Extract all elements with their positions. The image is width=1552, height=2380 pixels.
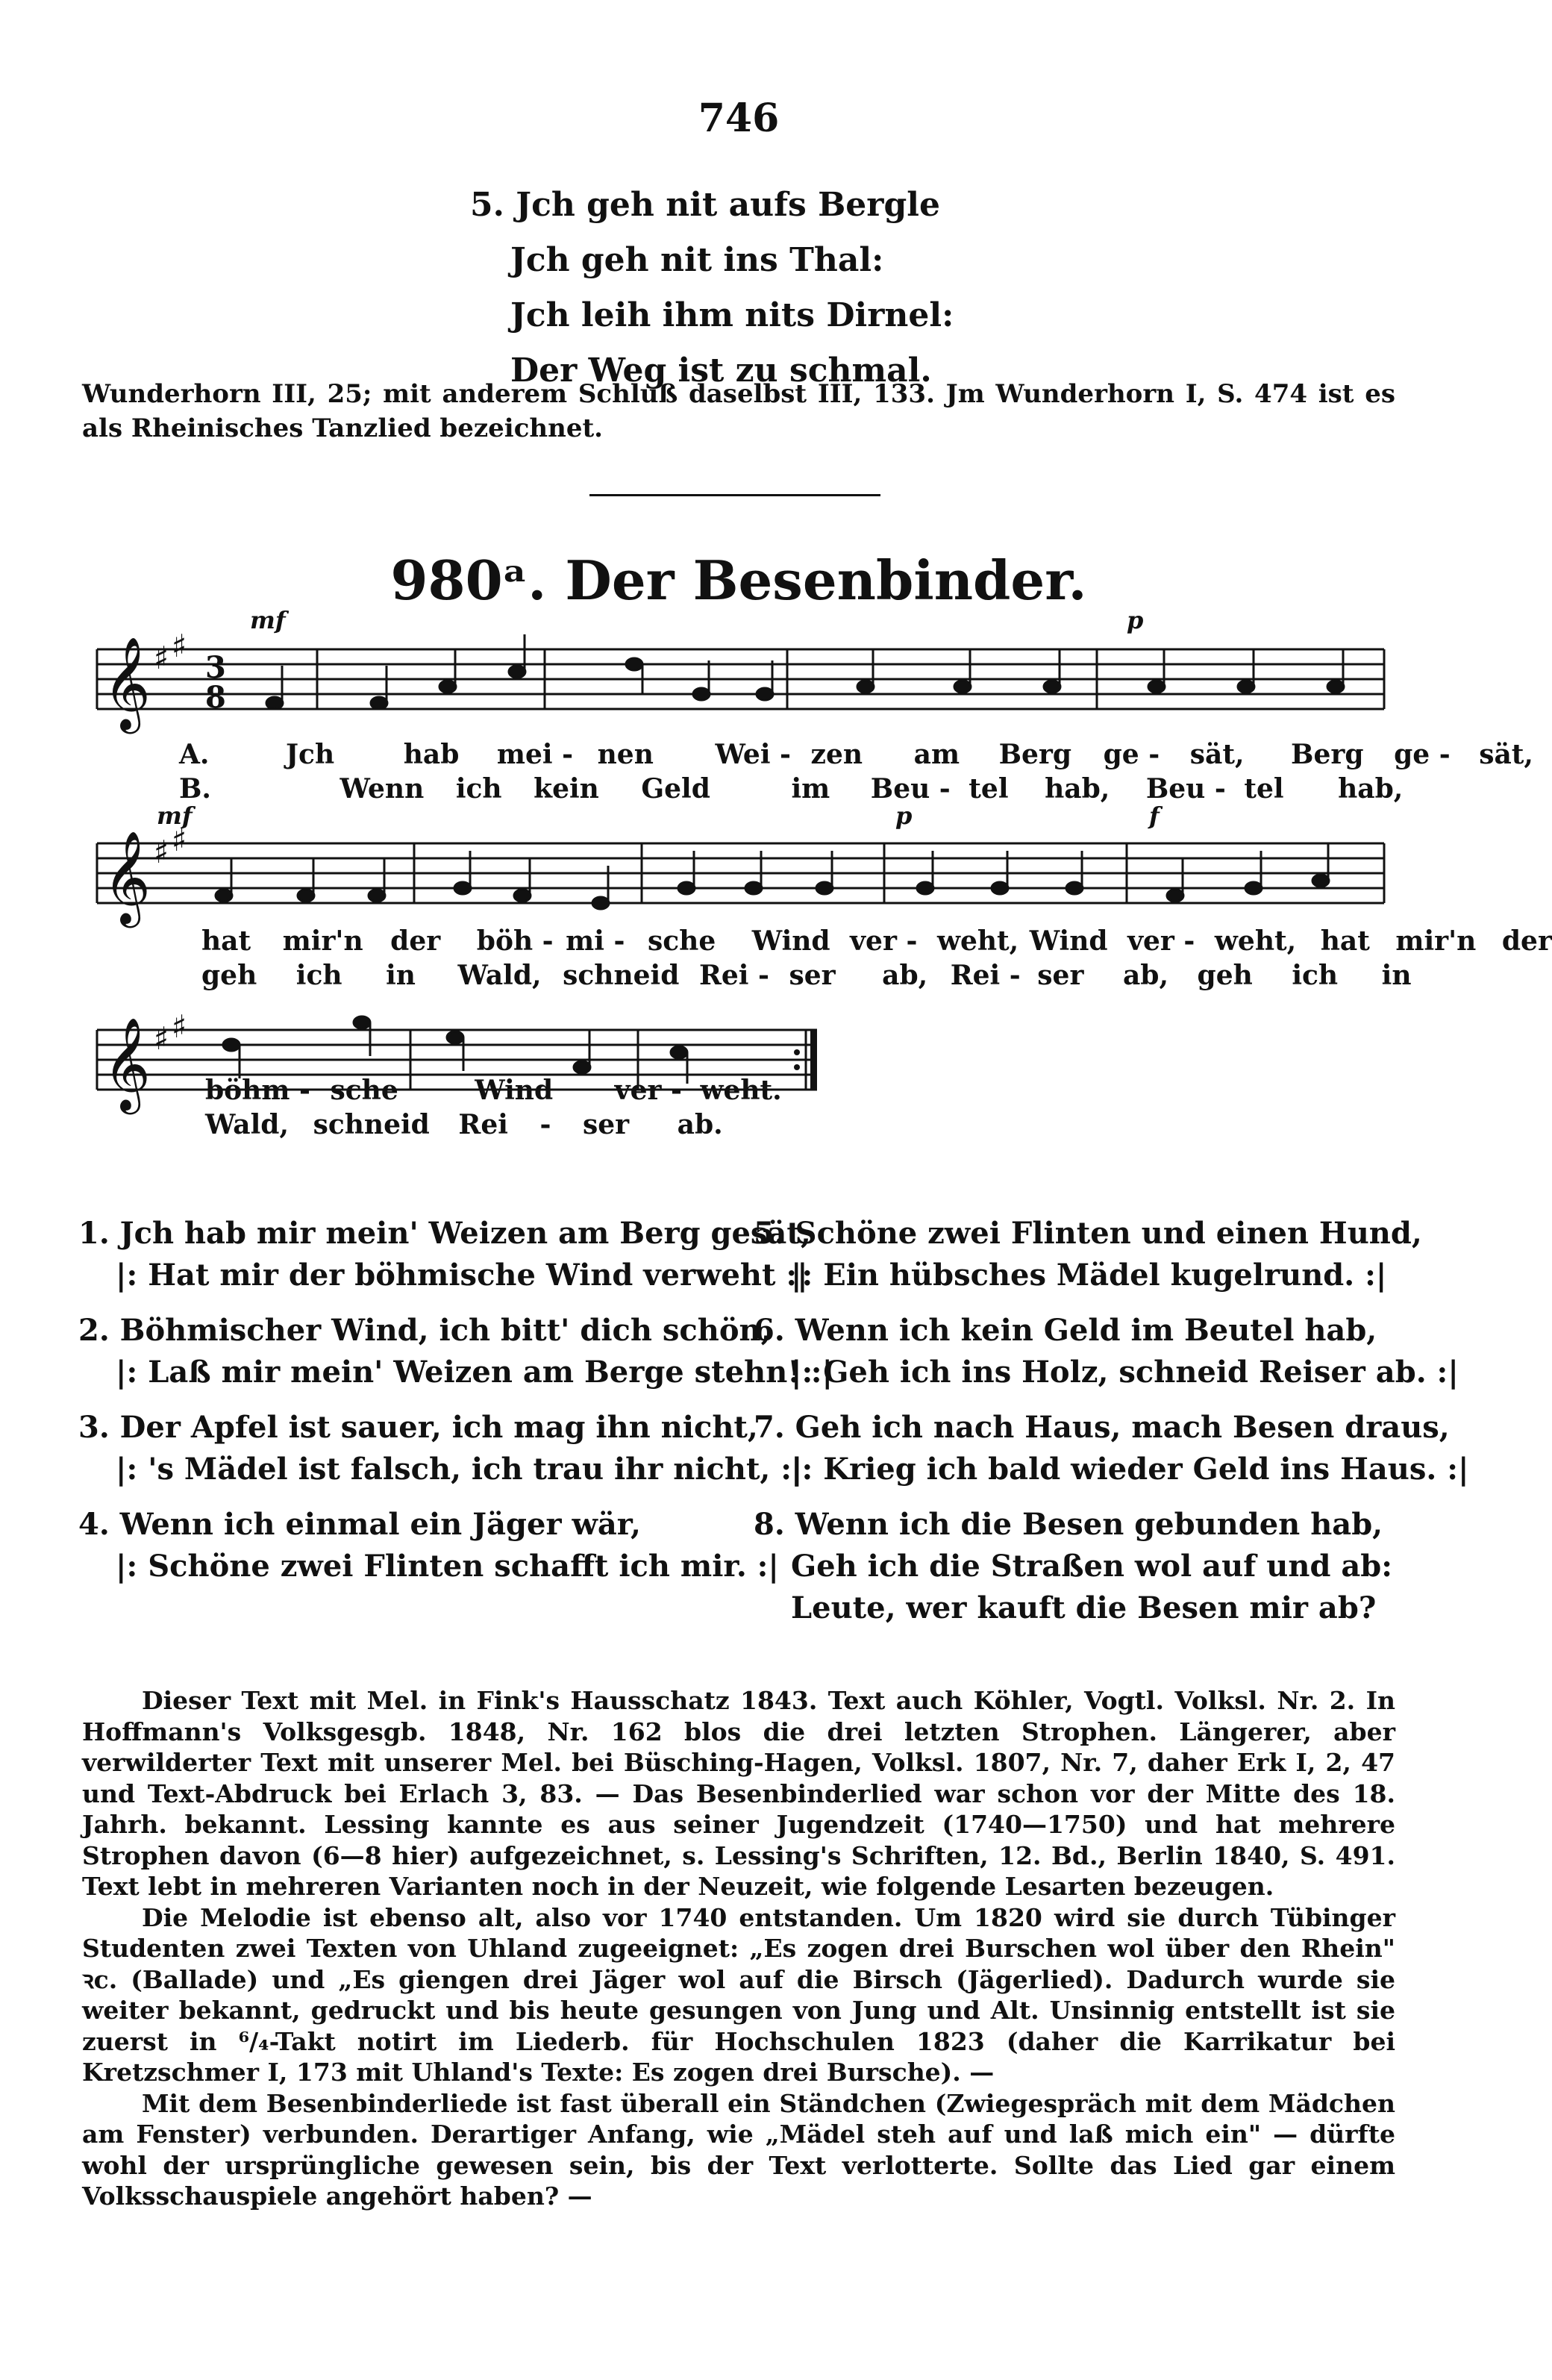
verse-line: Leute, wer kauft die Besen mir ab? [791,1590,1377,1625]
lyric-syllable: ich [455,773,502,805]
lyrics-line [205,1075,782,1106]
lyric-syllable: mir'n [1395,925,1477,957]
lyric-syllable: weht, [1214,925,1297,957]
lyric-syllable: Wald, [457,960,542,991]
lyric-syllable: Berg [998,739,1072,770]
lyric-syllable: hab, [1045,773,1110,805]
verse-line: |: Krieg ich bald wieder Geld ins Haus. :| [791,1452,1469,1487]
verse-line: |: Hat mir der böhmische Wind verweht :| [116,1258,808,1293]
lyric-syllable: Geld [641,773,710,805]
commentary-paragraph: Die Melodie ist ebenso alt, also vor 1740 entstanden. Um 1820 wird sie durch Tübinger Studenten zwei Texten von Uhland zugeeignet: „Es zogen drei Burschen wol über den Rhein" ꝛc. (Ballade) und „Es giengen drei Jäger wol auf die Birsch (Jägerlied). Dadurch wurde sie weiter bekannt, gedruckt und bis heute gesungen von Jung und Alt. Unsinnig entstellt ist sie zuerst in ⁶/₄-Takt notirt im Liederb. für Hochschulen 1823 (daher die Karrikatur bei Kretzschmer I, 173 mit Uhland's Texte: Es zogen drei Bursche). — [82,1902,1395,2087]
lyrics-line [205,1109,723,1140]
lyric-syllable: Rei - [698,960,769,991]
verse-line: |: Laß mir mein' Weizen am Berge stehn! :| [116,1355,833,1390]
lyric-syllable: Wei - [715,739,791,770]
lyric-syllable: A. [179,739,210,770]
svg-text:♯: ♯ [172,1008,187,1045]
lyric-syllable: ge - [1394,739,1451,770]
verse [78,1407,803,1490]
stanza-line: 5. Jch geh nit aufs Bergle [470,186,940,224]
lyric-syllable: zen [810,739,863,770]
dynamic-marking: p [1127,606,1144,634]
lyric-syllable: tel [969,773,1009,805]
stanza-line: Jch geh nit ins Thal: [510,241,884,279]
lyric-syllable: schneid [313,1109,430,1140]
lyric-syllable: weht, [936,925,1019,957]
svg-text:3: 3 [205,650,226,685]
lyric-syllable: der [1501,925,1552,957]
lyric-syllable: sche [647,925,716,957]
lyric-syllable: tel [1244,773,1284,805]
svg-text:𝄞: 𝄞 [103,1017,151,1111]
svg-text:♯: ♯ [154,1020,169,1057]
dynamic-marking: f [1149,802,1160,830]
verses-right-column [754,1213,1469,1643]
lyric-syllable: Rei [458,1109,508,1140]
verse-line: 1. Jch hab mir mein' Weizen am Berg gesät, [78,1216,811,1251]
lyric-syllable: in [386,960,416,991]
verse [78,1213,811,1296]
lyric-syllable: hab, [1338,773,1404,805]
verse-line: Geh ich die Straßen wol auf und ab: [791,1549,1392,1584]
lyric-syllable: ab, [882,960,928,991]
lyric-syllable: böhm - [205,1075,310,1106]
lyric-syllable: ge - [1103,739,1160,770]
lyric-syllable: in [1381,960,1412,991]
lyric-syllable: Wenn [340,773,425,805]
lyric-syllable: hab [403,739,460,770]
verse [754,1213,1422,1296]
verse-line: |: Schöne zwei Flinten schafft ich mir. :| [116,1549,779,1584]
svg-text:♯: ♯ [154,640,169,676]
commentary-paragraph: Mit dem Besenbinderliede ist fast überall ein Ständchen (Zwiegespräch mit dem Mädchen am Fenster) verbunden. Derartiger Anfang, wie „Mädel steh auf und laß mich ein" — dürfte wohl der ursprüngliche gewesen sein, bis der Text verlotterte. Sollte das Lied gar einem Volksschauspiele angehört haben? — [82,2088,1395,2211]
lyric-syllable: Jch [286,739,335,770]
dynamic-marking: mf [157,802,193,830]
song-number: 980ᵃ. [390,549,547,612]
verse-line: 3. Der Apfel ist sauer, ich mag ihn nicht, [78,1410,758,1445]
stanza-line: Der Weg ist zu schmal. [510,352,932,390]
staff-graphic [82,802,1395,933]
lyric-syllable: ser [1037,960,1084,991]
dynamic-marking: mf [250,606,286,634]
lyric-syllable: weht. [700,1075,782,1106]
lyric-syllable: ver - [850,925,918,957]
lyric-syllable: - [539,1109,551,1140]
verse-line: |: Ein hübsches Mädel kugelrund. :| [791,1258,1387,1293]
lyric-syllable: Wind [751,925,830,957]
lyric-syllable: im [791,773,830,805]
lyric-syllable: sät, [1189,739,1245,770]
verse-line: |: 's Mädel ist falsch, ich trau ihr nicht, :| [116,1452,803,1487]
lyric-syllable: ich [1292,960,1339,991]
stanza-line: Jch leih ihm nits Dirnel: [510,296,954,334]
lyric-syllable: geh [201,960,257,991]
lyric-syllable: Wald, [205,1109,290,1140]
lyric-syllable: der [390,925,441,957]
verse [78,1310,833,1393]
svg-text:8: 8 [205,680,226,715]
verse-line: 2. Böhmischer Wind, ich bitt' dich schön, [78,1313,772,1348]
lyrics-line [179,739,1533,770]
verse [754,1504,1403,1629]
dynamic-marking: p [895,802,913,830]
verses-left-column [78,1213,833,1601]
lyric-syllable: ab, [1122,960,1168,991]
lyric-syllable: B. [179,773,211,805]
lyric-syllable: Berg [1291,739,1364,770]
lyric-syllable: hat [201,925,251,957]
music-staff-system-2 [82,802,1395,933]
svg-text:♯: ♯ [172,822,187,858]
lyric-syllable: hat [1320,925,1370,957]
lyric-syllable: Wind [1029,925,1108,957]
lyric-syllable: mei - [496,739,574,770]
lyric-syllable: ver - [1127,925,1195,957]
lyrics-line [179,773,1403,805]
lyric-syllable: ser [789,960,836,991]
previous-song-stanza [470,178,954,399]
verse [78,1504,779,1587]
lyric-syllable: mi - [566,925,625,957]
lyrics-line [201,925,1552,957]
lyric-syllable: ver - [614,1075,682,1106]
lyric-syllable: böh - [476,925,554,957]
svg-text:𝄞: 𝄞 [103,831,151,924]
commentary-paragraph: Dieser Text mit Mel. in Fink's Hausschatz 1843. Text auch Köhler, Vogtl. Volksl. Nr. 2. In Hoffmann's Volksgesgb. 1848, Nr. 162 blos die drei letzten Strophen. Längerer, aber verwilderter Text mit unserer Mel. bei Büsching-Hagen, Volksl. 1807, Nr. 7, daher Erk I, 2, 47 und Text-Abdruck bei Erlach 3, 83. — Das Besenbinderlied war schon vor der Mitte des 18. Jahrh. bekannt. Lessing kannte es aus seiner Jugendzeit (1740—1750) und hat mehrere Strophen davon (6—8 hier) aufgezeichnet, s. Lessing's Schriften, 12. Bd., Berlin 1840, S. 491. Text lebt in mehreren Varianten noch in der Neuzeit, wie folgende Lesarten bezeugen. [82,1686,1395,1901]
staff-graphic [82,606,1395,739]
lyric-syllable: ich [295,960,342,991]
lyric-syllable: geh [1197,960,1253,991]
lyric-syllable: sche [330,1075,398,1106]
svg-text:♯: ♯ [172,628,187,664]
verse-line: 7. Geh ich nach Haus, mach Besen draus, [754,1410,1450,1445]
source-note: Wunderhorn III, 25; mit anderem Schluß daselbst III, 133. Jm Wunderhorn I, S. 474 ist es als Rheinisches Tanzlied bezeichnet. [82,379,1395,443]
verse-line: 5. Schöne zwei Flinten und einen Hund, [754,1216,1422,1251]
commentary [82,1685,1395,2212]
verse-line: 6. Wenn ich kein Geld im Beutel hab, [754,1313,1377,1348]
section-divider [589,494,880,496]
song-title [0,549,1477,612]
lyrics-line [201,960,1412,991]
lyric-syllable: Wind [475,1075,554,1106]
svg-text:♯: ♯ [154,834,169,870]
verse-line: |: Geh ich ins Holz, schneid Reiser ab. :| [791,1355,1459,1390]
lyric-syllable: sät, [1479,739,1533,770]
lyric-syllable: Beu - [870,773,951,805]
svg-text:𝄞: 𝄞 [103,637,151,730]
song-name: Der Besenbinder. [565,549,1087,612]
verse-line: 8. Wenn ich die Besen gebunden hab, [754,1507,1383,1542]
verse-line: 4. Wenn ich einmal ein Jäger wär, [78,1507,641,1542]
verse [754,1310,1459,1393]
verse [754,1407,1469,1490]
music-staff-system-1 [82,606,1395,739]
lyric-syllable: am [913,739,960,770]
lyric-syllable: schneid [563,960,680,991]
lyric-syllable: nen [597,739,654,770]
lyric-syllable: ab. [677,1109,723,1140]
page-number: 746 [698,96,780,141]
lyric-syllable: mir'n [282,925,363,957]
lyric-syllable: Beu - [1145,773,1226,805]
lyric-syllable: Rei - [950,960,1021,991]
lyric-syllable: kein [534,773,599,805]
lyric-syllable: ser [582,1109,630,1140]
